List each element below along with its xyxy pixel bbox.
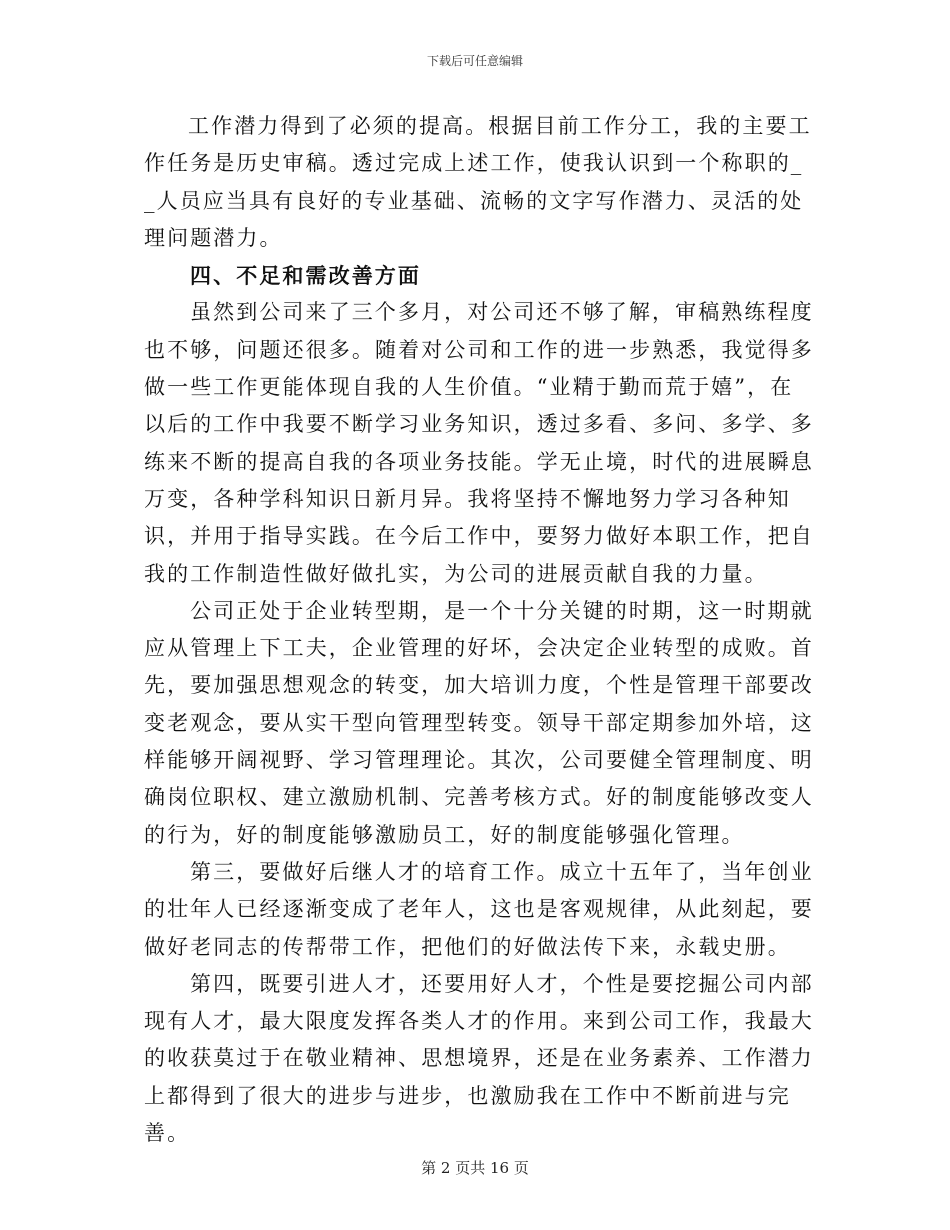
paragraph-company-transformation: 公司正处于企业转型期，是一个十分关键的时期，这一时期就应从管理上下工夫，企业管理的好坏，会决定企业转型的成败。首先，要加强思想观念的转变，加大培训力度，个性是管理干部要改变老观念，要从实干型向管理型转变。领导干部定期参加外培，这样能够开阔视野、学习管理理论。其次，公司要健全管理制度、明确岗位职权、建立激励机制、完善考核方式。好的制度能够改变人的行为，好的制度能够激励员工，好的制度能够强化管理。: [144, 598, 814, 847]
document-body: [144, 108, 814, 1152]
paragraph-work-capability: 工作潜力得到了必须的提高。根据目前工作分工，我的主要工作任务是历史审稿。透过完成上述工作，使我认识到一个称职的__人员应当具有良好的专业基础、流畅的文字写作潜力、灵活的处理问题潜力。: [144, 114, 812, 250]
paragraph-talent-cultivation: 第三，要做好后继人才的培育工作。成立十五年了，当年创业的壮年人已经逐渐变成了老年人，这也是客观规律，从此刻起，要做好老同志的传帮带工作，把他们的好做法传下来，永载史册。: [144, 859, 814, 959]
page-header: 下载后可任意编辑: [426, 54, 523, 68]
paragraph-self-improvement: 虽然到公司来了三个多月，对公司还不够了解，审稿熟练程度也不够，问题还很多。随着对公司和工作的进一步熟悉，我觉得多做一些工作更能体现自我的人生价值。“业精于勤而荒于嬉”，在以后的工作中我要不断学习业务知识，透过多看、多问、多学、多练来不断的提高自我的各项业务技能。学无止境，时代的进展瞬息万变，各种学科知识日新月异。我将坚持不懈地努力学习各种知识，并用于指导实践。在今后工作中，要努力做好本职工作，把自我的工作制造性做好做扎实，为公司的进展贡献自我的力量。: [144, 300, 814, 586]
paragraph-talent-use: 第四，既要引进人才，还要用好人才，个性是要挖掘公司内部现有人才，最大限度发挥各类人才的作用。来到公司工作，我最大的收获莫过于在敬业精神、思想境界，还是在业务素养、工作潜力上都得到了很大的进步与进步，也激励我在工作中不断前进与完善。: [144, 971, 814, 1146]
section-heading-shortcomings: 四、不足和需改善方面: [190, 263, 421, 289]
page-number: 第 2 页共 16 页: [421, 1159, 529, 1177]
